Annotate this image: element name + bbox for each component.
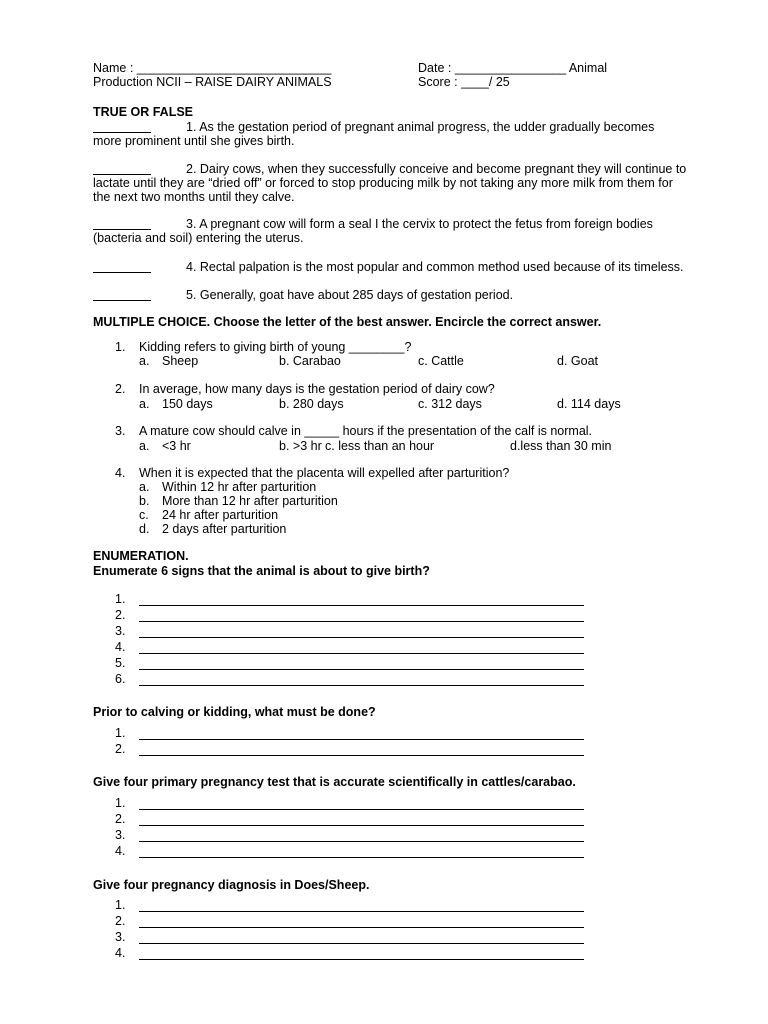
enum-q3-text: Give four primary pregnancy test that is accurate scientifically in cattles/carabao. <box>93 775 576 789</box>
enum-q1-num-4: 4. <box>115 640 126 654</box>
enum-q1-num-5: 5. <box>115 656 126 670</box>
enum-q3-num-1: 1. <box>115 796 126 810</box>
true-false-heading: TRUE OR FALSE <box>93 105 194 119</box>
tf-answer-blank-4[interactable] <box>93 272 151 273</box>
mc-q2-number: 2. <box>115 382 126 396</box>
answer-line[interactable] <box>139 621 584 622</box>
mc-q4-option-d[interactable]: 2 days after parturition <box>162 522 287 536</box>
enum-q1-num-3: 3. <box>115 624 126 638</box>
mc-q4-option-d-letter[interactable]: d. <box>139 522 150 536</box>
answer-line[interactable] <box>139 739 584 740</box>
mc-q4-number: 4. <box>115 466 126 480</box>
enum-q2-num-2: 2. <box>115 742 126 756</box>
answer-line[interactable] <box>139 857 584 858</box>
enum-q2-text: Prior to calving or kidding, what must be done? <box>93 705 376 719</box>
enum-q3-num-4: 4. <box>115 844 126 858</box>
mc-q2-option-a-letter[interactable]: a. <box>139 397 150 411</box>
answer-line[interactable] <box>139 959 584 960</box>
mc-q2-option-c[interactable]: c. 312 days <box>418 397 482 411</box>
answer-line[interactable] <box>139 841 584 842</box>
tf-item-5: 5. Generally, goat have about 285 days of gestation period. <box>186 288 514 302</box>
mc-q2-option-a[interactable]: 150 days <box>162 397 213 411</box>
answer-line[interactable] <box>139 685 584 686</box>
mc-q2-option-b[interactable]: b. 280 days <box>279 397 344 411</box>
mc-q4-text: When it is expected that the placenta will expelled after parturition? <box>139 466 510 480</box>
mc-q2-text: In average, how many days is the gestation period of dairy cow? <box>139 382 495 396</box>
mc-q3-option-a-letter[interactable]: a. <box>139 439 150 453</box>
mc-q1-option-a[interactable]: Sheep <box>162 354 199 368</box>
mc-q4-option-b-letter[interactable]: b. <box>139 494 150 508</box>
tf-item-2-cont2: the next two months until they calve. <box>93 190 295 204</box>
enum-q4-num-2: 2. <box>115 914 126 928</box>
tf-item-3: 3. A pregnant cow will form a seal I the cervix to protect the fetus from foreign bodies <box>186 217 653 231</box>
mc-q3-option-a[interactable]: <3 hr <box>162 439 191 453</box>
answer-line[interactable] <box>139 809 584 810</box>
date-field[interactable]: Date : ________________ Animal <box>418 61 608 75</box>
enumeration-heading: ENUMERATION. <box>93 549 189 563</box>
answer-line[interactable] <box>139 669 584 670</box>
enum-q4-num-3: 3. <box>115 930 126 944</box>
tf-answer-blank-5[interactable] <box>93 300 151 301</box>
answer-line[interactable] <box>139 943 584 944</box>
answer-line[interactable] <box>139 755 584 756</box>
mc-q3-text: A mature cow should calve in _____ hours if the presentation of the calf is normal. <box>139 424 593 438</box>
mc-q1-text: Kidding refers to giving birth of young ________? <box>139 340 412 354</box>
answer-line[interactable] <box>139 637 584 638</box>
mc-q4-option-c[interactable]: 24 hr after parturition <box>162 508 279 522</box>
tf-item-1-cont: more prominent until she gives birth. <box>93 134 295 148</box>
answer-line[interactable] <box>139 825 584 826</box>
tf-answer-blank-1[interactable] <box>93 132 151 133</box>
mc-q4-option-a-letter[interactable]: a. <box>139 480 150 494</box>
tf-answer-blank-3[interactable] <box>93 229 151 230</box>
mc-q1-option-c[interactable]: c. Cattle <box>418 354 464 368</box>
tf-item-1: 1. As the gestation period of pregnant animal progress, the udder gradually becomes <box>186 120 655 134</box>
tf-item-3-cont: (bacteria and soil) entering the uterus. <box>93 231 304 245</box>
answer-line[interactable] <box>139 927 584 928</box>
mc-q1-option-b[interactable]: b. Carabao <box>279 354 341 368</box>
mc-q4-option-a[interactable]: Within 12 hr after parturition <box>162 480 317 494</box>
course-title: Production NCII – RAISE DAIRY ANIMALS <box>93 75 332 89</box>
mc-q2-option-d[interactable]: d. 114 days <box>557 397 621 411</box>
multiple-choice-heading: MULTIPLE CHOICE. Choose the letter of the best answer. Encircle the correct answer. <box>93 315 602 329</box>
enum-q4-num-4: 4. <box>115 946 126 960</box>
mc-q3-option-b[interactable]: b. >3 hr <box>279 439 322 453</box>
answer-line[interactable] <box>139 653 584 654</box>
enum-q2-num-1: 1. <box>115 726 126 740</box>
enum-q1-num-1: 1. <box>115 592 126 606</box>
mc-q4-option-c-letter[interactable]: c. <box>139 508 149 522</box>
mc-q1-number: 1. <box>115 340 126 354</box>
mc-q4-option-b[interactable]: More than 12 hr after parturition <box>162 494 338 508</box>
tf-item-4: 4. Rectal palpation is the most popular and common method used because of its timeless. <box>186 260 684 274</box>
enum-q3-num-2: 2. <box>115 812 126 826</box>
name-field[interactable]: Name : ____________________________ <box>93 61 332 75</box>
mc-q3-option-d[interactable]: d.less than 30 min <box>510 439 612 453</box>
enum-q3-num-3: 3. <box>115 828 126 842</box>
score-field[interactable]: Score : ____/ 25 <box>418 75 510 89</box>
answer-line[interactable] <box>139 605 584 606</box>
enum-q4-num-1: 1. <box>115 898 126 912</box>
tf-item-2: 2. Dairy cows, when they successfully conceive and become pregnant they will continue to <box>186 162 687 176</box>
enum-q1-text: Enumerate 6 signs that the animal is about to give birth? <box>93 564 430 578</box>
tf-answer-blank-2[interactable] <box>93 174 151 175</box>
mc-q1-option-d[interactable]: d. Goat <box>557 354 598 368</box>
enum-q1-num-2: 2. <box>115 608 126 622</box>
tf-item-2-cont: lactate until they are “dried off” or forced to stop producing milk by not taking any more milk from them for <box>93 176 673 190</box>
mc-q3-option-c[interactable]: c. less than an hour <box>325 439 435 453</box>
mc-q1-option-a-letter[interactable]: a. <box>139 354 150 368</box>
answer-line[interactable] <box>139 911 584 912</box>
enum-q4-text: Give four pregnancy diagnosis in Does/Sheep. <box>93 878 370 892</box>
mc-q3-number: 3. <box>115 424 126 438</box>
enum-q1-num-6: 6. <box>115 672 126 686</box>
